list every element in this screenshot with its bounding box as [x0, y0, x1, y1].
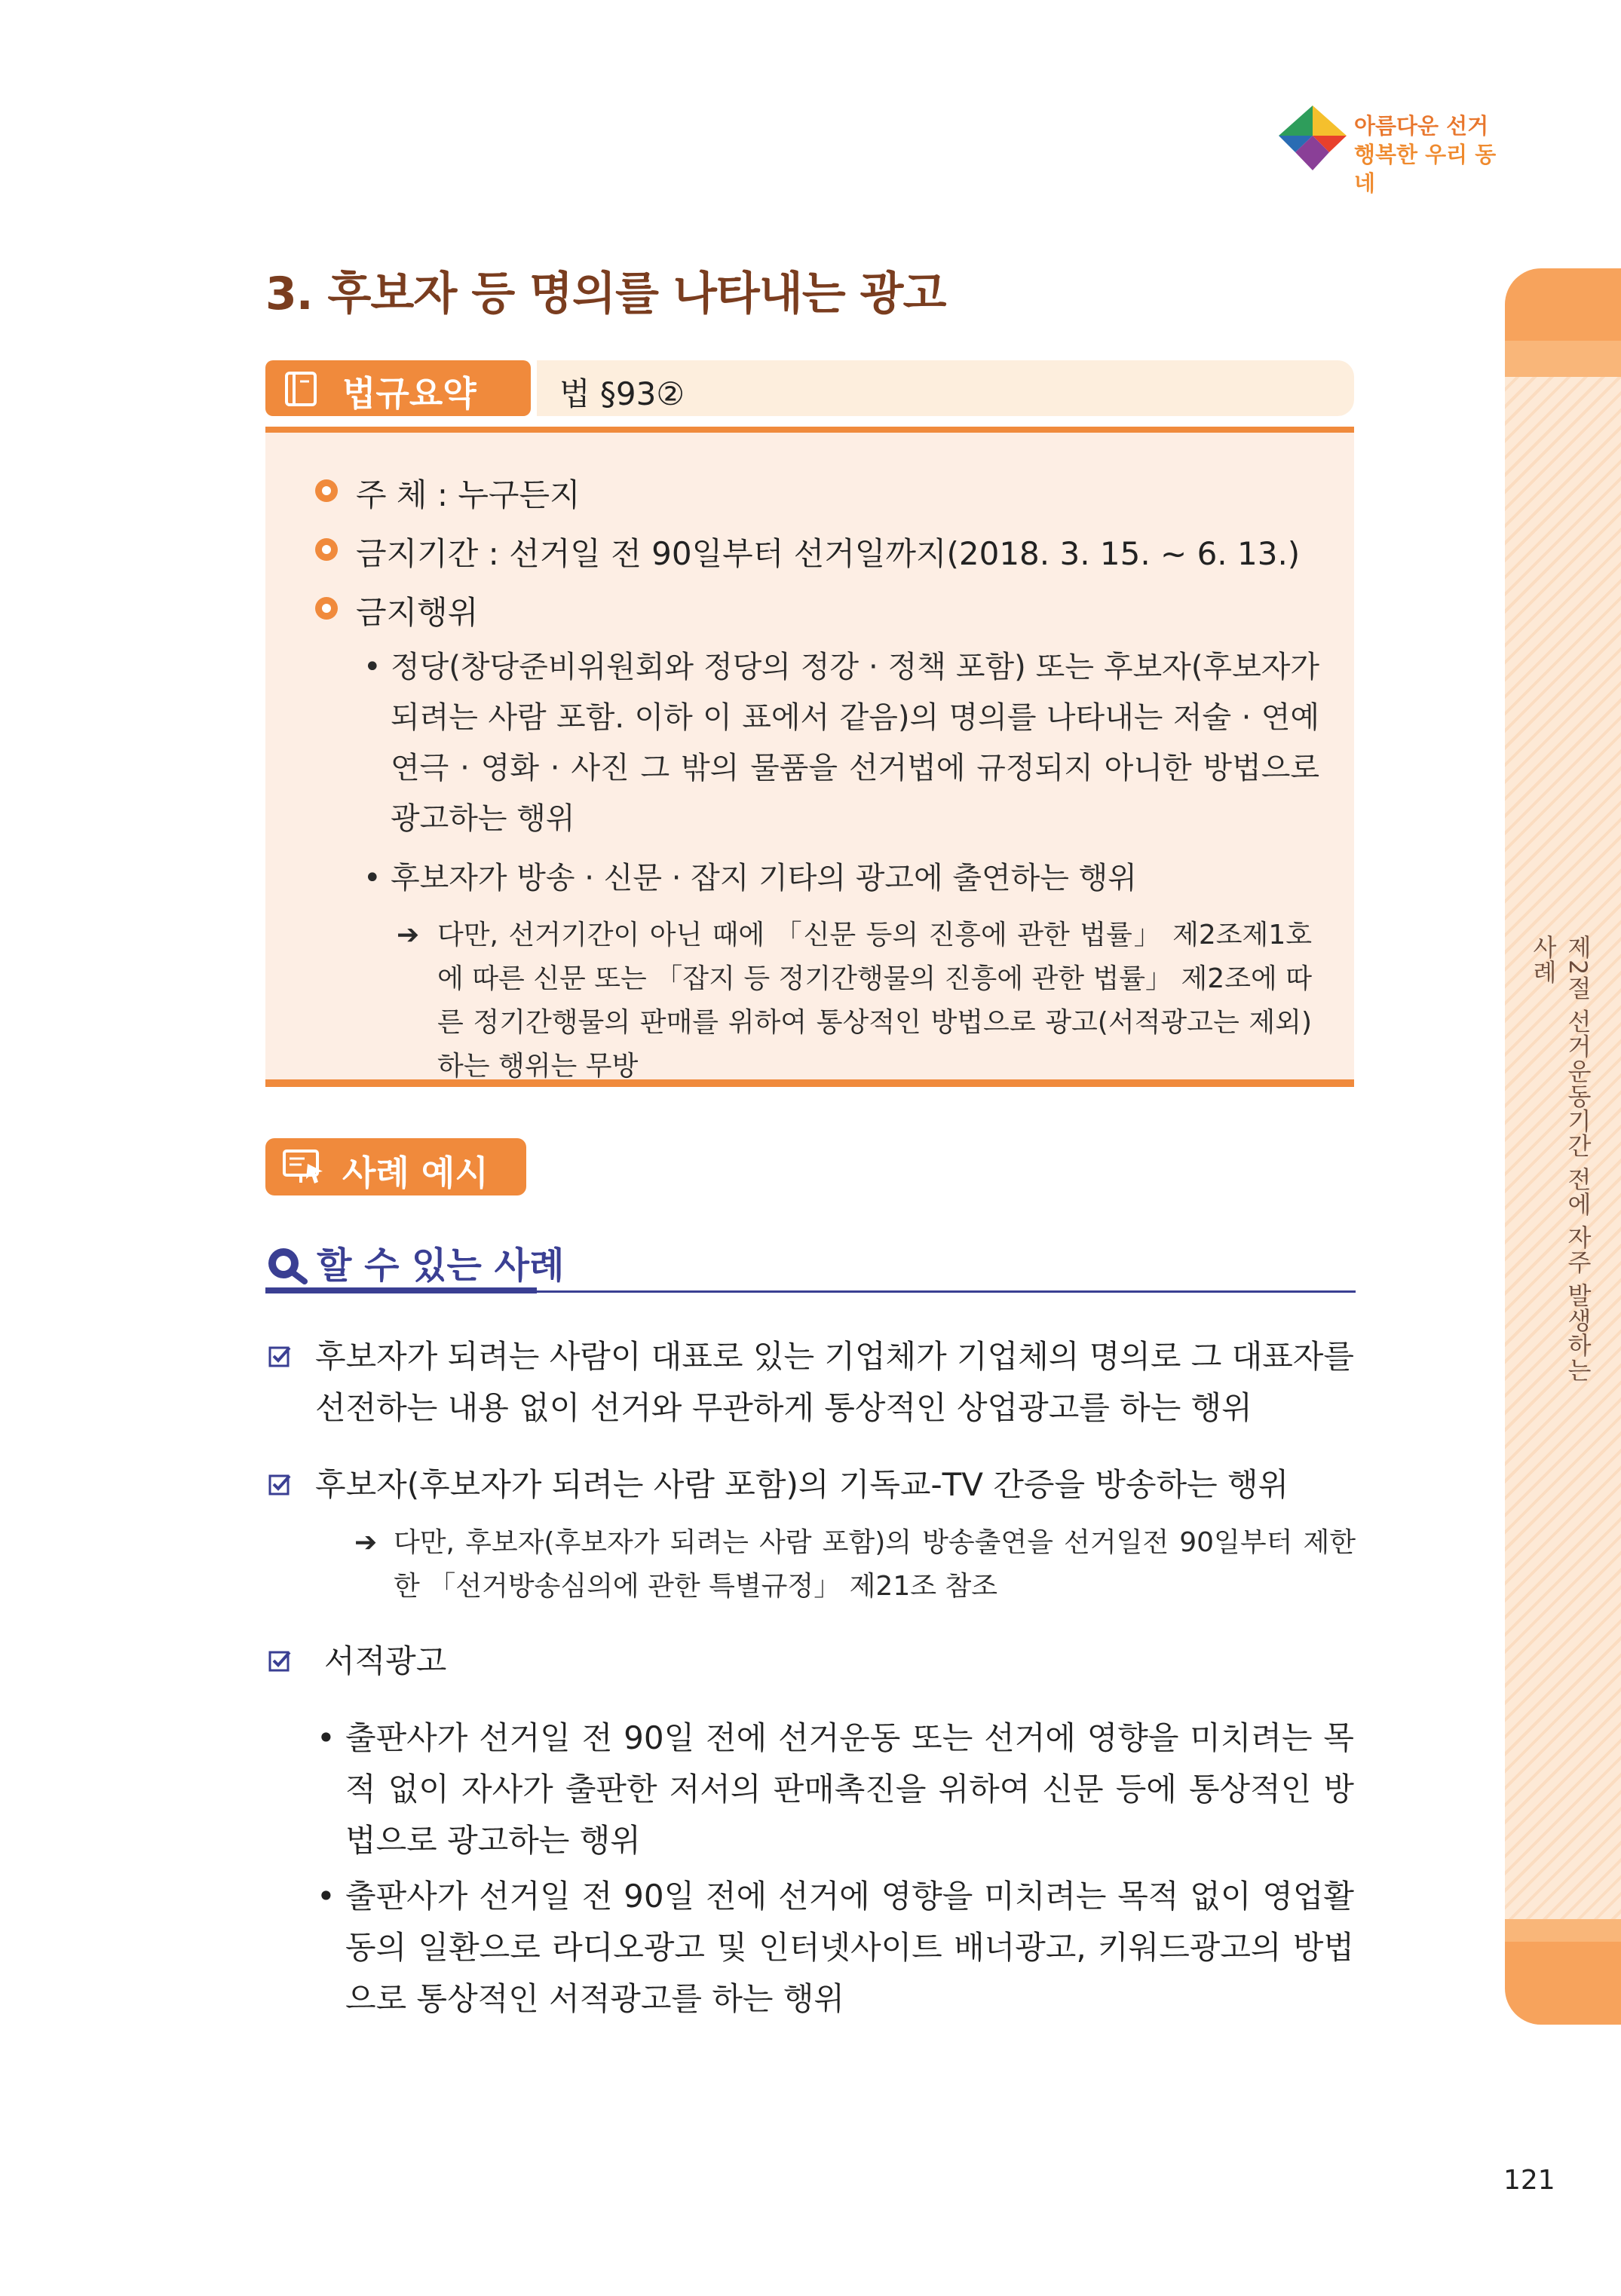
page-number: 121	[1503, 2165, 1555, 2196]
dot-bullet-icon: •	[317, 1878, 336, 1915]
dot-bullet-icon: •	[363, 650, 382, 684]
law-item-subject: 주 체 : 누구든지	[356, 476, 581, 513]
law-subitem-text: 후보자가 방송 · 신문 · 잡지 기타의 광고에 출연하는 행위	[391, 861, 1137, 895]
header-logo	[1279, 106, 1497, 196]
circle-bullet-icon	[315, 538, 338, 561]
law-reference	[537, 360, 1354, 416]
logo-line2: 행복한 우리 동네	[1354, 142, 1497, 196]
checkbox-checked-icon	[268, 1473, 291, 1495]
side-tab-text: 제2절 선거운동기간 전에 자주 발생하는 사례	[1529, 935, 1592, 1383]
chapter-side-label	[1526, 935, 1592, 1402]
book-ad-subitem-text: 출판사가 선거일 전 90일 전에 선거운동 또는 선거에 영향을 미치려는 목적 없이 자사가 출판한 저서의 판매촉진을 위하여 신문 등에 통상적인 방법으로 광고하는 행위	[345, 1719, 1354, 1859]
law-reference-text: 법 §93②	[559, 375, 685, 412]
law-box-top-rule	[265, 427, 1354, 433]
example-item: 후보자(후보자가 되려는 사람 포함)의 기독교-TV 간증을 방송하는 행위	[315, 1466, 1289, 1503]
arrow-right-icon: ➔	[354, 1527, 378, 1558]
examples-badge	[265, 1138, 526, 1195]
law-summary-header	[265, 360, 1354, 422]
law-note-text: 다만, 선거기간이 아닌 때에 「신문 등의 진흥에 관한 법률」 제2조제1호에 따른 신문 또는 「잡지 등 정기간행물의 진흥에 관한 법률」 제2조에 따른 정기간행물의 판매를 위하여 통상적인 방법으로 광고(서적광고는 제외)하는 행위는 무방	[437, 920, 1312, 1082]
law-subitem-text: 정당(창당준비위원회와 정당의 정강 · 정책 포함) 또는 후보자(후보자가 되려는 사람 포함. 이하 이 표에서 같음)의 명의를 나타내는 저술 · 연예 연극 · 영화 · 사진 그 밖의 물품을 선거법에 규정되지 아니한 방법으로 광고하는 행위	[391, 650, 1319, 836]
checkbox-checked-icon	[268, 1345, 291, 1367]
law-summary-badge	[265, 360, 531, 416]
book-ad-subitem-text: 출판사가 선거일 전 90일 전에 선거에 영향을 미치려는 목적 없이 영업활동의 일환으로 라디오광고 및 인터넷사이트 배너광고, 키워드광고의 방법으로 통상적인 서적광고를 하는 행위	[345, 1878, 1354, 2017]
tangram-logo-icon	[1279, 106, 1347, 170]
presentation-icon	[282, 1149, 324, 1185]
law-item-prohibited: 금지행위	[356, 594, 479, 631]
logo-line1: 아름다운 선거	[1354, 113, 1489, 139]
examples-badge-label: 사례 예시	[342, 1153, 489, 1193]
checkbox-checked-icon	[268, 1649, 291, 1672]
allowed-cases-label: 할 수 있는 사례	[317, 1244, 565, 1287]
section-title: 3. 후보자 등 명의를 나타내는 광고	[265, 268, 946, 320]
example-item: 후보자가 되려는 사람이 대표로 있는 기업체가 기업체의 명의로 그 대표자를 선전하는 내용 없이 선거와 무관하게 통상적인 상업광고를 하는 행위	[315, 1338, 1354, 1426]
law-summary-label: 법규요약	[342, 373, 476, 414]
circle-bullet-icon	[315, 479, 338, 502]
book-icon	[283, 371, 320, 407]
magnifier-icon	[265, 1245, 308, 1284]
example-item: 서적광고	[324, 1642, 447, 1679]
allowed-heading-rule-accent	[265, 1287, 537, 1293]
arrow-right-icon: ➔	[397, 920, 420, 951]
example-note-text: 다만, 후보자(후보자가 되려는 사람 포함)의 방송출연을 선거일전 90일부터 제한한 「선거방송심의에 관한 특별규정」 제21조 참조	[394, 1527, 1356, 1602]
circle-bullet-icon	[315, 597, 338, 620]
dot-bullet-icon: •	[363, 861, 382, 895]
dot-bullet-icon: •	[317, 1719, 336, 1756]
law-item-period: 금지기간 : 선거일 전 90일부터 선거일까지(2018. 3. 15. ~ 6. 13.)	[356, 535, 1301, 572]
